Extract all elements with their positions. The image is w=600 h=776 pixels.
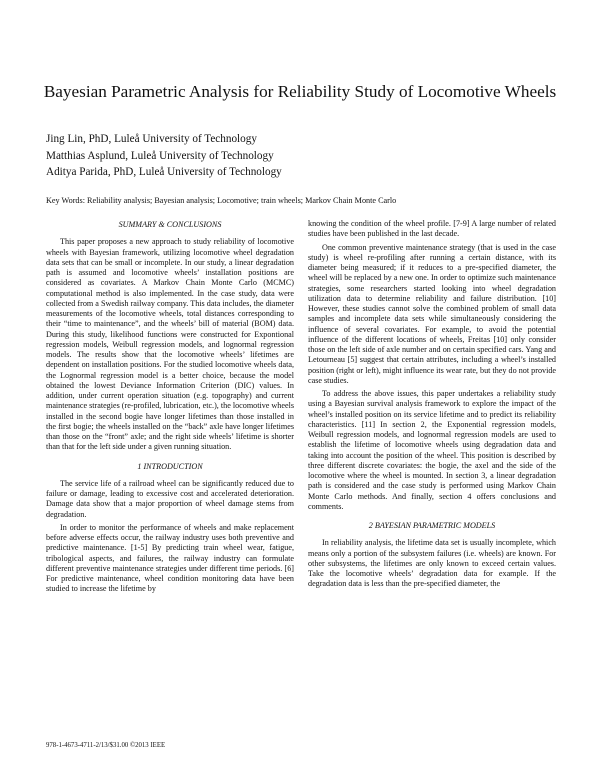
author-1: Jing Lin, PhD, Luleå University of Technology [46,133,257,145]
left-column [46,220,294,595]
intro-paragraph-1: The service life of a railroad wheel can be significantly reduced due to failure or damage, leading to excessive cost and accelerated deterioration. Damage data show that a major proportion of wheel damage stems from degradation. [46,478,294,519]
right-paragraph-1: knowing the condition of the wheel profile. [7-9] A large number of related studies have been published in the last decade. [308,219,556,239]
author-2: Matthias Asplund, Luleå University of Technology [46,149,274,162]
right-column [308,219,556,590]
author-list [46,131,282,181]
right-paragraph-2: One common preventive maintenance strategy (that is used in the case study) is wheel re-profiling after running a certain distance, with its diameter being measured; if it reduces to a pre-specified diameter, the wheel will be replaced by a new one. In order to optimize such maintenance strategies, some researchers started looking into wheel degradation utilization data to determine reliability and failure distribution. [10] However, these studies cannot solve the combined problem of small data samples and incomplete data sets while simultaneously considering the influence of several covariates. For example, to avoid the potential influence of the different locations of wheels, Freitas [10] only consider those on the left side of axle number and on certain specified cars. Yang and Letourneau [5] suggest that certain attributes, including a wheel’s installed position (right or left), might influence its wear rate, but they do not provide case studies. [308,242,556,385]
right-paragraph-4: In reliability analysis, the lifetime data set is usually incomplete, which means only a portion of the subsystem failures (i.e. wheels) are known. For other subsystems, the lifetimes are only known to exceed certain values. Take the locomotive wheels’ degradation data for example. If the degradation data is less than the pre-specified diameter, the [308,538,556,589]
keywords: Key Words: Reliability analysis; Bayesian analysis; Locomotive; train wheels; Markov Chain Monte Carlo [46,196,397,205]
right-paragraph-3: To address the above issues, this paper undertakes a reliability study using a Bayesian survival analysis framework to explore the impact of the wheel’s installed position on its service lifetime and to predict its reliability characteristics. [11] In section 2, the Exponential regression models, Weibull regression models, and lognormal regression models are used to establish the lifetime of locomotive wheels using degradation data and taking into account the position of the wheel. This position is described by three different discrete covariates: the bogie, the axel and the side of the locomotive where the wheel is mounted. In section 3, a linear degradation path is considered and the case study is performed using Markov Chain Monte Carlo methods. And finally, section 4 offers conclusions and comments. [308,389,556,511]
author-3: Aditya Parida, PhD, Luleå University of Technology [46,166,282,178]
section-2-heading: 2 BAYESIAN PARAMETRIC MODELS [368,521,496,530]
summary-heading: SUMMARY & CONCLUSIONS [118,220,222,229]
intro-paragraph-2: In order to monitor the performance of wheels and make replacement before adverse effects occur, the railway industry uses both preventive and predictive maintenance. [1-5] By predicting train wheel wear, fatigue, tribological aspects, and failures, the railway industry can formulate different preventive maintenance strategies under different time periods. [6] For predictive maintenance, wheel condition monitoring data have been studied to increase the lifetime by [46,522,294,594]
paper-title: Bayesian Parametric Analysis for Reliability Study of Locomotive Wheels [43,82,557,101]
copyright-footer: 978-1-4673-4711-2/13/$31.00 ©2013 IEEE [46,742,166,749]
summary-paragraph: This paper proposes a new approach to study reliability of locomotive wheels with Bayesian framework, utilizing locomotive wheel degradation data sets that can be small or incomplete. In our study, a linear degradation path is assumed and locomotive wheels’ installation positions are considered as covariates. A Markov Chain Monte Carlo (MCMC) computational method is also implemented. In the case study, data were collected from a Swedish railway company. This data includes, the diameter measurements of the locomotive wheels, total distances corresponding to their “time to maintenance”, and the wheels’ bill of material (BOM) data. During this study, likelihood functions were constructed for Expontional regression models, Weibull regression models, and lognormal regression models. The results show that the locomotive wheels’ lifetimes are dependent on installation positions. For the studied locomotive wheels data, the Lognormal regression model is a better choice, because the model obtained the lowest Deviance Information Criterion (DIC) values. In addition, under current operation situation (e.g. topography) and current maintenance strategies (re-profiled, lubrication, etc.), the locomotive wheels installed in the second bogie have longer lifetimes than those installed in the first bogie; the wheels installed on the “back” axle have longer lifetimes than those on the “front” axle; and the right side wheels’ lifetime is shorter than that for the left side under a given running situation. [46,237,294,452]
introduction-heading: 1 INTRODUCTION [137,461,203,471]
